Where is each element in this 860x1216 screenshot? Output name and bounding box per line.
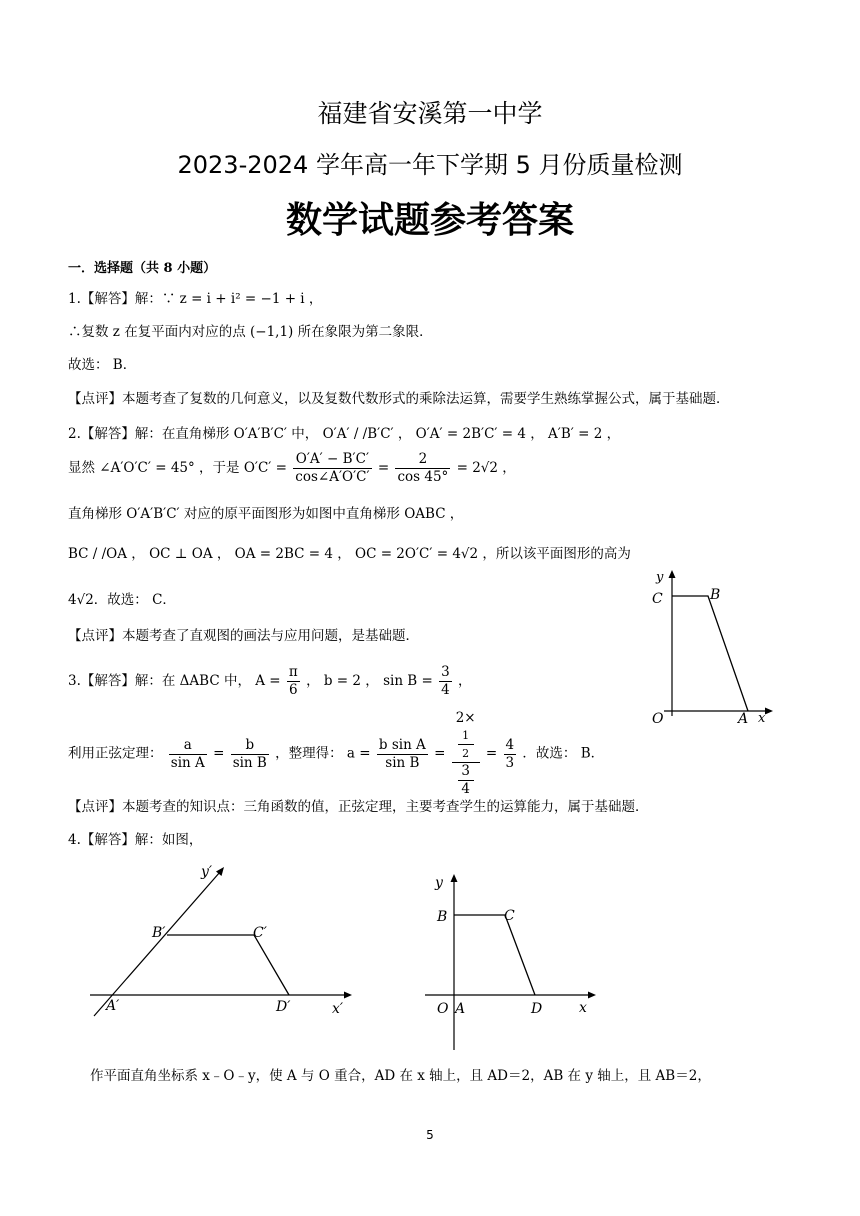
fraction-4-over-3 (504, 737, 517, 772)
axis-label-x-prime: x′ (332, 1001, 344, 1017)
fraction-bsinA-sinB (377, 737, 428, 772)
point-label-c-prime: C′ (253, 925, 267, 941)
denominator: sin B (232, 754, 267, 771)
numerator: 1 (458, 727, 474, 745)
q4-line2: 作平面直角坐标系 x﹣O﹣y，使 A 与 O 重合，AD 在 x 轴上，且 AD＝2，AB 在 y 轴上，且 AB＝2， (90, 1068, 711, 1084)
point-label-b-prime: B′ (152, 925, 166, 941)
point-label-b: B (437, 909, 448, 925)
q2-line5: 4√2．故选： C． (68, 592, 176, 608)
point-label-b: B (710, 587, 721, 603)
point-label-o: O (437, 1001, 449, 1017)
q3-line1 (68, 664, 472, 699)
q2-line2 (68, 451, 516, 486)
fraction-a-sinA (169, 737, 207, 772)
q3-law-pre: 利用正弦定理： (68, 745, 163, 762)
oblique-figure (78, 858, 368, 1030)
denominator: cos∠A′O′C′ (295, 469, 370, 485)
q1-line3: 故选： B． (68, 357, 137, 373)
axis-label-y: y (435, 875, 443, 891)
fraction-pi-over-6 (287, 664, 300, 699)
school-name: 福建省安溪第一中学 (317, 99, 543, 128)
equals: = (434, 745, 446, 762)
numerator: O′A′ − B′C′ (293, 451, 371, 469)
q3-law (68, 710, 604, 798)
q2-line4: BC / /OA ， OC ⊥ OA ， OA = 2BC = 4 ， OC = 2O′C′ = 4√2 ，所以该平面图形的高为 (68, 546, 631, 562)
compound-numerator (452, 710, 480, 763)
point-label-a: A (455, 1001, 466, 1017)
numerator: a (169, 737, 207, 755)
equals: = (377, 460, 390, 476)
point-label-a-prime: A′ (106, 998, 120, 1014)
denominator: cos 45° (397, 469, 449, 485)
numerator: π (288, 664, 298, 680)
denominator: 4 (441, 682, 450, 698)
numerator: b sin A (378, 736, 426, 753)
q2-line2-post: = 2√2 ， (456, 460, 516, 476)
q2-line2-pre: 显然 ∠A′O′C′ = 45° ，于是 O′C′ = (68, 460, 287, 476)
compound-fraction (452, 710, 480, 798)
axis-label-x: x (579, 1000, 587, 1016)
point-label-o: O (652, 711, 664, 727)
numerator: b (231, 737, 269, 755)
point-label-a: A (738, 711, 749, 727)
q1-line1: 1.【解答】解：∵ z = i + i² = −1 + i ， (68, 291, 323, 307)
section-heading: 一．选择题（共 8 小题） (68, 261, 217, 276)
denominator: 6 (289, 682, 298, 698)
denominator: sin A (170, 754, 205, 771)
numerator: 3 (441, 664, 450, 680)
q2-line1: 2.【解答】解：在直角梯形 O′A′B′C′ 中， O′A′ / /B′C′ ， O′A′ = 2B′C′ = 4 ， A′B′ = 2 ， (68, 426, 621, 442)
denominator: 3 (505, 754, 515, 771)
numerator: 3 (458, 763, 474, 781)
fraction (395, 451, 450, 486)
equals: = (485, 745, 498, 762)
coordinate-figure (425, 868, 605, 1053)
q3-line1-pre: 3.【解答】解：在 ΔABC 中， A = (68, 673, 281, 689)
point-label-c: C (652, 591, 663, 607)
equals: = (213, 745, 225, 762)
axis-label-y-prime: y′ (201, 864, 213, 880)
fraction (293, 451, 371, 486)
exam-title: 2023-2024 学年高一年下学期 5 月份质量检测 (177, 151, 683, 179)
denominator: 4 (461, 781, 470, 797)
compound-denominator (452, 763, 480, 798)
point-label-d: D (531, 1001, 543, 1017)
point-label-c: C (504, 908, 515, 924)
q3-review: 【点评】本题考查的知识点：三角函数的值，正弦定理，主要考查学生的运算能力，属于基础题． (68, 799, 649, 815)
axis-label-y: y (656, 570, 664, 585)
q3-law-post: ．故选： B． (522, 745, 605, 762)
point-label-d-prime: D′ (276, 999, 291, 1015)
q3-line1-post: ， (458, 673, 472, 689)
q1-review: 【点评】本题考查了复数的几何意义，以及复数代数形式的乘除法运算，需要学生熟练掌握公式，属于基础题． (68, 391, 730, 407)
q3-line1-mid: ， b = 2 ， sin B = (306, 673, 433, 689)
fraction-b-sinB (231, 737, 269, 772)
denominator: sin B (385, 754, 420, 771)
q2-review: 【点评】本题考查了直观图的画法与应用问题，是基础题． (68, 628, 419, 644)
axis-label-x: x (758, 711, 766, 726)
two-times: 2× (455, 710, 476, 726)
q2-line3: 直角梯形 O′A′B′C′ 对应的原平面图形为如图中直角梯形 OABC ， (68, 506, 464, 522)
denominator: 2 (462, 747, 470, 760)
q4-line1: 4.【解答】解：如图， (68, 832, 203, 848)
fraction-3-over-4 (439, 664, 452, 699)
page-number: 5 (426, 1128, 434, 1142)
q1-line2: ∴复数 z 在复平面内对应的点 (−1,1) 所在象限为第二象限． (68, 324, 433, 340)
numerator: 2 (395, 451, 450, 469)
trapezoid-figure-1 (640, 566, 790, 728)
fraction-3-over-4 (456, 763, 476, 798)
document-title: 数学试题参考答案 (285, 200, 574, 241)
fraction-half (456, 727, 476, 762)
numerator: 4 (505, 736, 515, 753)
q3-law-mid: ，整理得： a = (275, 745, 371, 762)
